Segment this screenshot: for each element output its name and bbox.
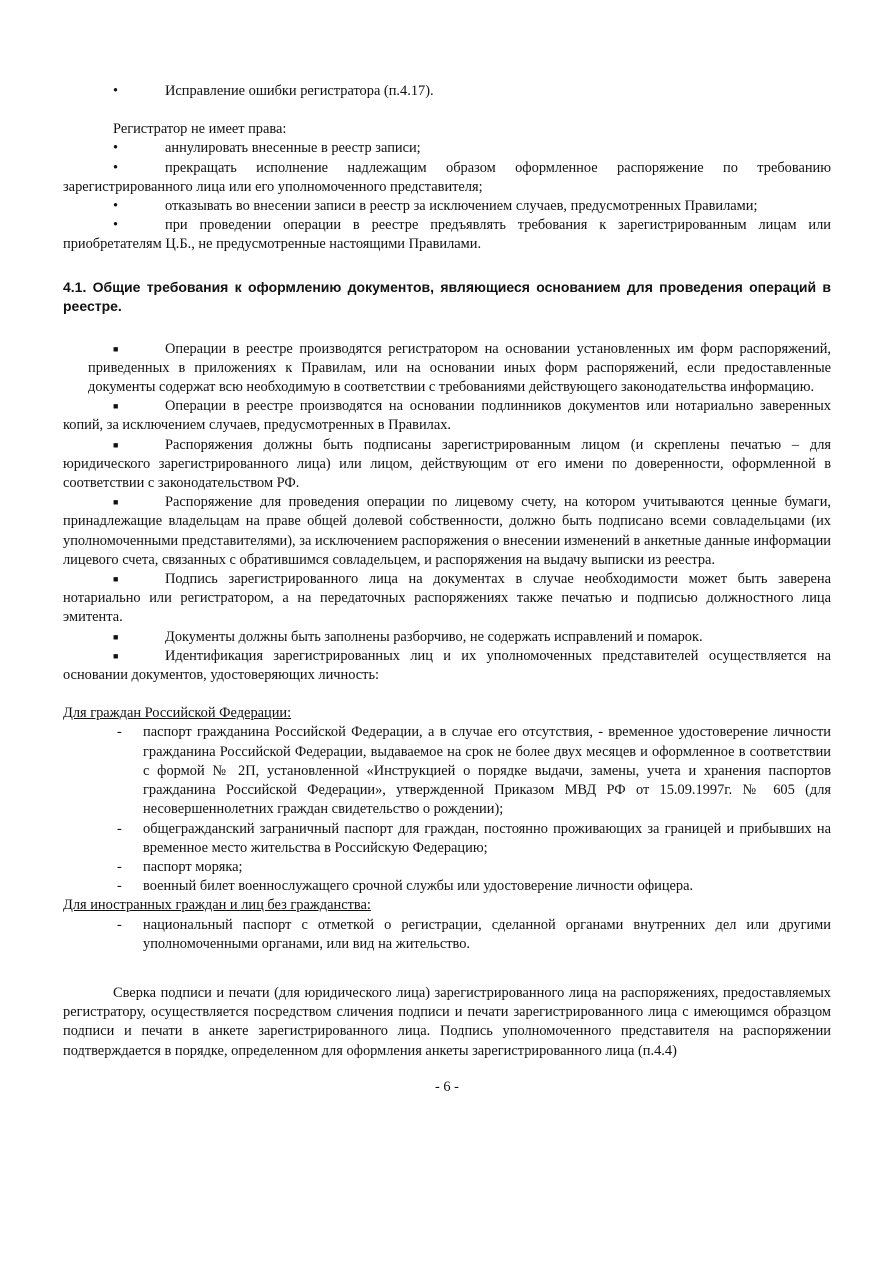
square-bullet-icon: ■ — [113, 650, 119, 661]
no-rights-intro: Регистратор не имеет права: — [113, 121, 287, 138]
requirement-text: Подпись зарегистрированного лица на документах в случае необходимости может быть заверена нотариально или регистратором, а на передаточных распоряжениях также печатью и подписью должностного лица эмитента. — [63, 571, 831, 626]
list-item-text: Исправление ошибки регистратора (п.4.17). — [165, 83, 434, 99]
list-item — [63, 139, 831, 158]
square-bullet-icon: ■ — [113, 631, 119, 642]
dash-icon: - — [117, 878, 122, 895]
section-heading: 4.1. Общие требования к оформлению документов, являющиеся основанием для проведения операций в реестре. — [63, 278, 831, 315]
id-document-item — [63, 858, 831, 877]
foreigners-heading: Для иностранных граждан и лиц без гражданства: — [63, 897, 371, 914]
requirement-text: Распоряжения должны быть подписаны зарегистрированным лицом (и скреплены печатью – для юридического зарегистрированного лица) или лицом, действующим от его имени по доверенности, оформленной в соответствии с законодательством РФ. — [63, 436, 831, 492]
requirement-item — [63, 397, 831, 435]
id-document-item — [63, 820, 831, 858]
bullet-icon: • — [113, 217, 119, 234]
square-bullet-icon: ■ — [113, 497, 119, 508]
square-bullet-icon: ■ — [113, 343, 119, 354]
id-document-text: общегражданский заграничный паспорт для граждан, постоянно проживающих за границей и прибывших на временное место жительства в Российскую Федерацию; — [143, 820, 831, 856]
id-document-text: паспорт моряка; — [143, 858, 243, 875]
requirement-item — [63, 570, 831, 628]
list-item-text: прекращать исполнение надлежащим образом оформленное распоряжение по требованию зарегистрированного лица или его уполномоченного представителя; — [63, 159, 831, 195]
requirement-text: Операции в реестре производятся на основании подлинников документов или нотариально заверенных копий, за исключением случаев, предусмотренных в Правилах. — [63, 398, 831, 434]
square-bullet-icon: ■ — [113, 401, 119, 412]
square-bullet-icon: ■ — [113, 439, 119, 450]
list-item — [63, 159, 831, 197]
closing-paragraph: Сверка подписи и печати (для юридического лица) зарегистрированного лица на распоряжениях, предоставляемых регистратору, осуществляется посредством сличения подписи и печати зарегистрированного лица с имеющимся образцом подписи и печати в анкете зарегистрированного лица. Подпись уполномоченного представителя на распоряжении подтверждается в порядке, определенном для оформления анкеты зарегистрированного лица (п.4.4) — [63, 984, 831, 1059]
list-item-text: аннулировать внесенные в реестр записи; — [165, 140, 421, 157]
id-document-item — [63, 916, 831, 954]
list-item-text: при проведении операции в реестре предъявлять требования к зарегистрированным лицам или приобретателям Ц.Б., не предусмотренные настоящими Правилами. — [63, 217, 831, 253]
list-item — [63, 197, 831, 216]
dash-icon: - — [117, 820, 122, 837]
citizens-heading: Для граждан Российской Федерации: — [63, 705, 292, 722]
requirement-text: Документы должны быть заполнены разборчиво, не содержать исправлений и помарок. — [165, 628, 703, 645]
bullet-icon: • — [113, 83, 119, 99]
requirement-text: Операции в реестре производятся регистратором на основании установленных им форм распоряжений, приведенных в приложениях к Правилам, или на основании иных форм распоряжений, если предоставленные документы содержат всю необходимую в соответствии с требованиями действующего законодательства информацию. — [88, 340, 831, 396]
id-document-item — [63, 723, 831, 819]
requirement-item — [63, 436, 831, 494]
requirement-item — [63, 493, 831, 570]
requirement-item — [63, 647, 831, 685]
requirement-text: Идентификация зарегистрированных лиц и их уполномоченных представителей осуществляется на основании документов, удостоверяющих личность: — [63, 647, 831, 684]
bullet-icon: • — [113, 198, 119, 215]
bullet-icon: • — [113, 159, 119, 176]
square-bullet-icon: ■ — [113, 574, 119, 585]
dash-icon: - — [117, 858, 122, 875]
id-document-text: национальный паспорт с отметкой о регистрации, сделанной органами внутренних дел или другими уполномоченными органами, или вид на жительство. — [143, 916, 831, 952]
bullet-icon: • — [113, 140, 119, 157]
id-document-text: паспорт гражданина Российской Федерации, а в случае его отсутствия, - временное удостоверение личности гражданина Российской Федерации, выдаваемое на срок не более двух месяцев и оформленное в соответствии с формой № 2П, установленной «Инструкцией о порядке выдачи, замены, учета и хранения паспортов гражданина Российской Федерации», утвержденной Приказом МВД РФ от 15.09.1997г. № 605 (для несовершеннолетних граждан свидетельство о рождении); — [143, 724, 831, 818]
requirement-item — [63, 340, 831, 398]
id-document-item — [63, 877, 831, 896]
requirement-item — [63, 628, 831, 647]
list-item-text: отказывать во внесении записи в реестр за исключением случаев, предусмотренных Правилами; — [165, 198, 758, 215]
dash-icon: - — [117, 916, 122, 933]
document-page — [63, 82, 831, 1097]
list-item — [63, 82, 831, 101]
list-item — [63, 216, 831, 254]
dash-icon: - — [117, 724, 122, 741]
id-document-text: военный билет военнослужащего срочной службы или удостоверение личности офицера. — [143, 878, 694, 895]
requirement-text: Распоряжение для проведения операции по лицевому счету, на котором учитываются ценные бумаги, принадлежащие владельцам на праве общей долевой собственности, должно быть подписано всеми совладельцами (их уполномоченными представителями), за исключением распоряжения о внесении изменений в анкетные данные информации лицевого счета, связанных с обратившимся совладельцем, и распоряжения на выдачу выписки из реестра. — [63, 494, 831, 568]
page-number: - 6 - — [435, 1078, 459, 1095]
